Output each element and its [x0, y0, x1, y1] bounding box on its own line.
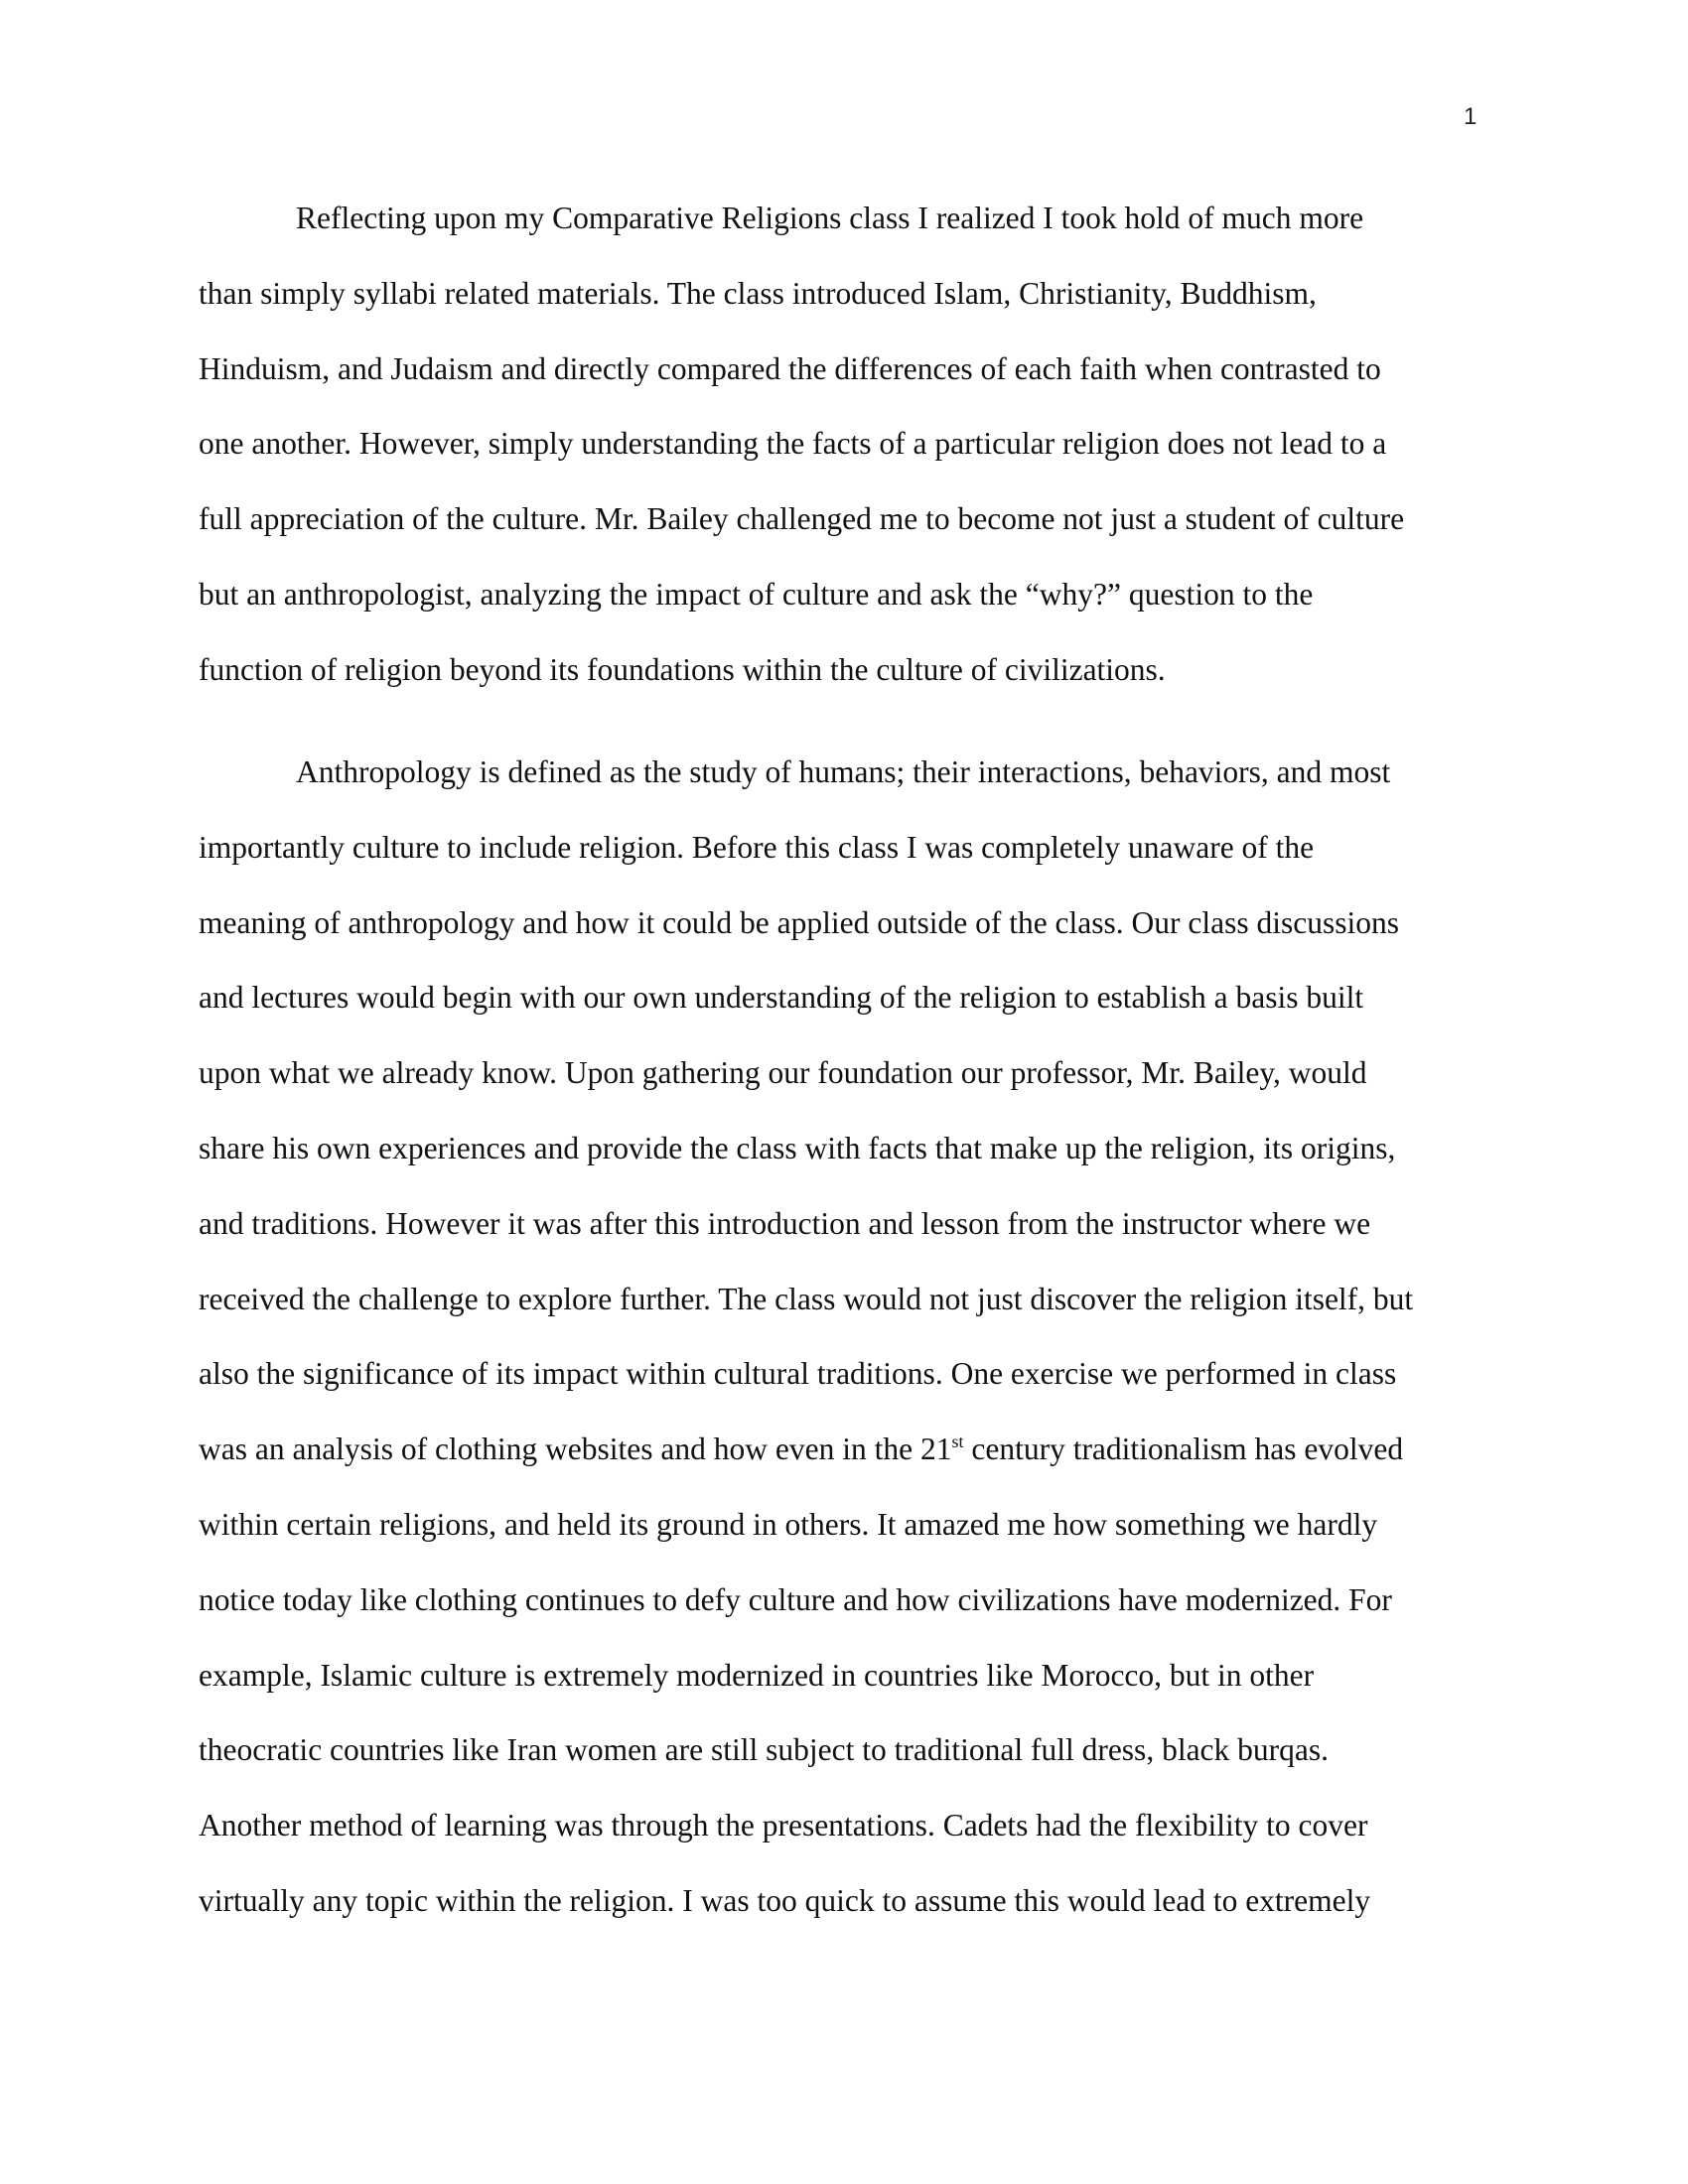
text-line: meaning of anthropology and how it could be applied outside of the class. Our class discussions	[199, 904, 1400, 940]
text-line: example, Islamic culture is extremely modernized in countries like Morocco, but in other	[199, 1657, 1315, 1693]
text-line: and lectures would begin with our own understanding of the religion to establish a basis built	[199, 980, 1364, 1016]
text-segment: century traditionalism has evolved	[963, 1432, 1404, 1467]
text-line: virtually any topic within the religion. I was too quick to assume this would lead to extremely	[199, 1882, 1371, 1918]
text-line: Another method of learning was through the presentations. Cadets had the flexibility to cover	[199, 1808, 1368, 1843]
page-number: 1	[1464, 103, 1477, 130]
text-line: share his own experiences and provide the class with facts that make up the religion, its origins,	[199, 1130, 1396, 1165]
text-line: theocratic countries like Iran women are still subject to traditional full dress, black burqas.	[199, 1732, 1330, 1768]
text-line: Hinduism, and Judaism and directly compared the differences of each faith when contrasted to	[199, 350, 1381, 386]
ordinal-superscript: st	[951, 1432, 964, 1452]
text-line: within certain religions, and held its ground in others. It amazed me how something we hardly	[199, 1506, 1378, 1542]
text-line-with-superscript	[199, 1412, 1413, 1487]
text-line: one another. However, simply understanding the facts of a particular religion does not lead to a	[199, 426, 1387, 462]
text-line: Reflecting upon my Comparative Religions class I realized I took hold of much more	[296, 201, 1364, 235]
text-line: function of religion beyond its foundations within the culture of civilizations.	[199, 651, 1166, 687]
text-line: received the challenge to explore further. The class would not just discover the religion itself, but	[199, 1281, 1414, 1316]
text-segment: was an analysis of clothing websites and how even in the 21	[199, 1432, 952, 1467]
text-line: notice today like clothing continues to defy culture and how civilizations have modernized. For	[199, 1581, 1392, 1617]
text-line: Anthropology is defined as the study of humans; their interactions, behaviors, and most	[296, 754, 1391, 789]
text-line: importantly culture to include religion. Before this class I was completely unaware of the	[199, 829, 1315, 865]
text-line: also the significance of its impact within cultural traditions. One exercise we performed in class	[199, 1356, 1397, 1392]
text-line: and traditions. However it was after this introduction and lesson from the instructor where we	[199, 1205, 1371, 1241]
paragraph-1	[199, 181, 1404, 708]
text-line: full appreciation of the culture. Mr. Bailey challenged me to become not just a student of culture	[199, 501, 1405, 537]
text-line: than simply syllabi related materials. The class introduced Islam, Christianity, Buddhism,	[199, 275, 1317, 311]
paragraph-2	[199, 735, 1413, 1939]
text-line: upon what we already know. Upon gathering our foundation our professor, Mr. Bailey, would	[199, 1055, 1367, 1091]
text-line: but an anthropologist, analyzing the impact of culture and ask the “why?” question to the	[199, 576, 1314, 612]
